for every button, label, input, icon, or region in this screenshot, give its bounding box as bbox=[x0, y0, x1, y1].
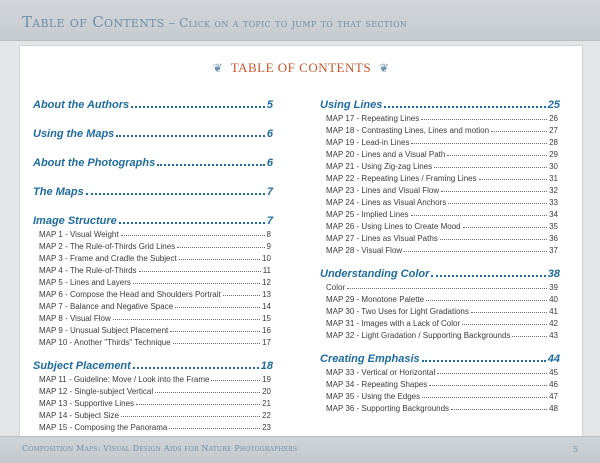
dot-leader bbox=[113, 319, 260, 320]
dot-leader bbox=[136, 404, 260, 405]
toc-page-number: 37 bbox=[549, 246, 558, 255]
toc-right-column bbox=[320, 94, 560, 413]
toc-entry-label: MAP 8 - Visual Flow bbox=[39, 314, 111, 323]
toc-page-number: 7 bbox=[266, 215, 273, 227]
toc-page-number: 33 bbox=[549, 198, 558, 207]
dot-leader bbox=[179, 259, 260, 260]
toc-entry-label: MAP 34 - Repeating Shapes bbox=[326, 380, 428, 389]
toc-entry-label: MAP 31 - Images with a Lack of Color bbox=[326, 319, 461, 328]
toc-entry-label: MAP 21 - Using Zig-zag Lines bbox=[326, 162, 433, 171]
toc-page-number: 38 bbox=[547, 268, 560, 280]
dot-leader bbox=[131, 106, 265, 108]
toc-entry-link[interactable] bbox=[39, 263, 271, 275]
toc-entry-label: MAP 36 - Supporting Backgrounds bbox=[326, 404, 450, 413]
toc-entry-link[interactable] bbox=[326, 243, 558, 255]
toc-entry-link[interactable] bbox=[326, 304, 558, 316]
toc-entry-label: Color bbox=[326, 283, 346, 292]
toc-page-number: 39 bbox=[549, 283, 558, 292]
toc-entry-label: MAP 19 - Lead-in Lines bbox=[326, 138, 410, 147]
toc-page-number: 8 bbox=[266, 230, 271, 239]
toc-page-number: 22 bbox=[262, 411, 271, 420]
toc-page-number: 30 bbox=[549, 162, 558, 171]
dot-leader bbox=[462, 324, 547, 325]
dot-leader bbox=[170, 331, 260, 332]
toc-section-link[interactable] bbox=[320, 94, 560, 111]
toc-page-number: 40 bbox=[549, 295, 558, 304]
toc-entry-link[interactable] bbox=[39, 251, 271, 263]
dot-leader bbox=[512, 336, 547, 337]
toc-entry-link[interactable] bbox=[39, 396, 271, 408]
dot-leader bbox=[471, 312, 547, 313]
dot-leader bbox=[422, 360, 546, 362]
toc-page-number: 46 bbox=[549, 380, 558, 389]
toc-entry-link[interactable] bbox=[326, 183, 558, 195]
toc-entry-link[interactable] bbox=[326, 147, 558, 159]
toc-entry-link[interactable] bbox=[326, 365, 558, 377]
toc-entry-link[interactable] bbox=[39, 311, 271, 323]
toc-heading: TABLE OF CONTENTS bbox=[230, 60, 372, 75]
ornament-scroll-icon: ❦ bbox=[212, 61, 224, 75]
toc-entry-label: MAP 5 - Lines and Layers bbox=[39, 278, 131, 287]
toc-entry-link[interactable] bbox=[326, 135, 558, 147]
toc-entry-link[interactable] bbox=[39, 227, 271, 239]
dot-leader bbox=[437, 373, 547, 374]
dot-leader bbox=[119, 222, 265, 224]
toc-entry-label: MAP 12 - Single-subject Vertical bbox=[39, 387, 154, 396]
toc-entry-link[interactable] bbox=[326, 123, 558, 135]
toc-entry-link[interactable] bbox=[326, 316, 558, 328]
toc-entry-label: MAP 3 - Frame and Cradle the Subject bbox=[39, 254, 177, 263]
toc-entry-link[interactable] bbox=[39, 239, 271, 251]
toc-section-link[interactable] bbox=[33, 123, 273, 140]
toc-entry-label: MAP 15 - Composing the Panorama bbox=[39, 423, 168, 432]
toc-entry-label: MAP 27 - Lines as Visual Paths bbox=[326, 234, 438, 243]
dot-leader bbox=[463, 227, 548, 228]
dot-leader bbox=[411, 215, 548, 216]
toc-entry-label: MAP 9 - Unusual Subject Placement bbox=[39, 326, 169, 335]
dot-leader bbox=[448, 203, 547, 204]
dot-leader bbox=[347, 288, 547, 289]
dot-leader bbox=[479, 179, 547, 180]
toc-section-label: The Maps bbox=[33, 186, 84, 198]
footer-page-number: 5 bbox=[572, 445, 578, 454]
toc-entry-link[interactable] bbox=[326, 389, 558, 401]
toc-entry-label: MAP 22 - Repeating Lines / Framing Lines bbox=[326, 174, 477, 183]
toc-page-number: 20 bbox=[262, 387, 271, 396]
toc-entry-link[interactable] bbox=[39, 384, 271, 396]
dot-leader bbox=[451, 409, 547, 410]
toc-section-link[interactable] bbox=[33, 355, 273, 372]
dot-leader bbox=[421, 119, 547, 120]
toc-page-number: 11 bbox=[262, 266, 271, 275]
toc-page-number: 7 bbox=[266, 186, 273, 198]
header-text bbox=[22, 13, 407, 31]
dot-leader bbox=[491, 131, 547, 132]
toc-entry-label: MAP 18 - Contrasting Lines, Lines and motion bbox=[326, 126, 490, 135]
toc-entry-label: MAP 10 - Another "Thirds" Technique bbox=[39, 338, 171, 347]
toc-entry-link[interactable] bbox=[326, 171, 558, 183]
toc-section-label: Using Lines bbox=[320, 99, 383, 111]
toc-entry-label: MAP 23 - Lines and Visual Flow bbox=[326, 186, 440, 195]
toc-entry-label: MAP 20 - Lines and a Visual Path bbox=[326, 150, 446, 159]
dot-leader bbox=[177, 247, 264, 248]
toc-entry-label: MAP 7 - Balance and Negative Space bbox=[39, 302, 174, 311]
toc-entry-link[interactable] bbox=[326, 328, 558, 340]
toc-entry-label: MAP 33 - Vertical or Horizontal bbox=[326, 368, 436, 377]
dot-leader bbox=[133, 283, 260, 284]
toc-section-link[interactable] bbox=[33, 152, 273, 169]
toc-section-link[interactable] bbox=[320, 348, 560, 365]
toc-entry-label: MAP 29 - Monotone Palette bbox=[326, 295, 425, 304]
toc-page-number: 31 bbox=[549, 174, 558, 183]
toc-page-number: 16 bbox=[262, 326, 271, 335]
toc-page-number: 32 bbox=[549, 186, 558, 195]
dot-leader bbox=[173, 343, 260, 344]
toc-page-number: 6 bbox=[266, 157, 273, 169]
toc-entry-link[interactable] bbox=[39, 335, 271, 347]
toc-page-number: 41 bbox=[549, 307, 558, 316]
dot-leader bbox=[447, 155, 547, 156]
toc-page-number: 12 bbox=[262, 278, 271, 287]
header-title: Table of Contents bbox=[22, 13, 165, 31]
dot-leader bbox=[426, 300, 547, 301]
toc-entry-label: MAP 24 - Lines as Visual Anchors bbox=[326, 198, 447, 207]
dot-leader bbox=[431, 275, 545, 277]
toc-entry-label: MAP 25 - Implied Lines bbox=[326, 210, 409, 219]
toc-entry-label: MAP 26 - Using Lines to Create Mood bbox=[326, 222, 461, 231]
toc-entry-link[interactable] bbox=[39, 299, 271, 311]
dot-leader bbox=[121, 416, 260, 417]
toc-entry-label: MAP 13 - Supportive Lines bbox=[39, 399, 135, 408]
toc-section-label: Subject Placement bbox=[33, 360, 131, 372]
toc-entry-label: MAP 4 - The Rule-of-Thirds bbox=[39, 266, 137, 275]
toc-entry-label: MAP 30 - Two Uses for Light Gradations bbox=[326, 307, 469, 316]
toc-left-column bbox=[33, 94, 273, 444]
toc-entry-link[interactable] bbox=[326, 219, 558, 231]
toc-entry-label: MAP 35 - Using the Edges bbox=[326, 392, 421, 401]
toc-entry-link[interactable] bbox=[326, 401, 558, 413]
toc-page-number: 28 bbox=[549, 138, 558, 147]
toc-entry-label: MAP 28 - Visual Flow bbox=[326, 246, 403, 255]
toc-page-number: 13 bbox=[262, 290, 271, 299]
toc-page-number: 36 bbox=[549, 234, 558, 243]
dot-leader bbox=[384, 106, 545, 108]
toc-page-number: 17 bbox=[262, 338, 271, 347]
dot-leader bbox=[116, 135, 265, 137]
toc-entry-label: MAP 11 - Guideline: Move / Look into the Frame bbox=[39, 375, 210, 384]
toc-section-link[interactable] bbox=[33, 210, 273, 227]
dot-leader bbox=[429, 385, 547, 386]
toc-section-label: Creating Emphasis bbox=[320, 353, 420, 365]
toc-page-number: 9 bbox=[266, 242, 271, 251]
dot-leader bbox=[440, 239, 547, 240]
toc-entry-link[interactable] bbox=[326, 207, 558, 219]
toc-entry-label: MAP 6 - Compose the Head and Shoulders Portrait bbox=[39, 290, 221, 299]
toc-section-link[interactable] bbox=[33, 94, 273, 111]
toc-page-number: 21 bbox=[262, 399, 271, 408]
dot-leader bbox=[121, 235, 265, 236]
toc-section-link[interactable] bbox=[320, 263, 560, 280]
toc-page-number: 19 bbox=[262, 375, 271, 384]
dot-leader bbox=[441, 191, 547, 192]
toc-entry-label: MAP 1 - Visual Weight bbox=[39, 230, 119, 239]
toc-page-number: 26 bbox=[549, 114, 558, 123]
dot-leader bbox=[434, 167, 547, 168]
toc-section-label: Using the Maps bbox=[33, 128, 115, 140]
toc-entry-link[interactable] bbox=[39, 275, 271, 287]
toc-entry-link[interactable] bbox=[39, 287, 271, 299]
toc-entry-link[interactable] bbox=[39, 323, 271, 335]
toc-page-number: 18 bbox=[260, 360, 273, 372]
dot-leader bbox=[404, 251, 547, 252]
toc-page-number: 10 bbox=[262, 254, 271, 263]
toc-section-label: Understanding Color bbox=[320, 268, 430, 280]
toc-entry-link[interactable] bbox=[326, 292, 558, 304]
dot-leader bbox=[157, 164, 265, 166]
toc-page-number: 6 bbox=[266, 128, 273, 140]
toc-page-number: 47 bbox=[549, 392, 558, 401]
toc-page-number: 14 bbox=[262, 302, 271, 311]
dot-leader bbox=[169, 428, 260, 429]
dot-leader bbox=[175, 307, 260, 308]
toc-page-number: 44 bbox=[547, 353, 560, 365]
toc-panel bbox=[19, 45, 583, 437]
toc-entry-label: MAP 32 - Light Gradation / Supporting Backgrounds bbox=[326, 331, 511, 340]
page-header bbox=[0, 0, 600, 41]
page-footer bbox=[0, 436, 600, 463]
toc-page-number: 23 bbox=[262, 423, 271, 432]
toc-entry-link[interactable] bbox=[326, 231, 558, 243]
dot-leader bbox=[211, 380, 260, 381]
toc-entry-link[interactable] bbox=[326, 159, 558, 171]
toc-entry-label: MAP 14 - Subject Size bbox=[39, 411, 119, 420]
toc-page-number: 45 bbox=[549, 368, 558, 377]
toc-entry-link[interactable] bbox=[326, 280, 558, 292]
toc-page-number: 48 bbox=[549, 404, 558, 413]
dot-leader bbox=[133, 367, 259, 369]
toc-entry-label: MAP 2 - The Rule-of-Thirds Grid Lines bbox=[39, 242, 176, 251]
toc-entry-link[interactable] bbox=[39, 420, 271, 432]
toc-entry-link[interactable] bbox=[39, 372, 271, 384]
dot-leader bbox=[422, 397, 547, 398]
toc-entry-link[interactable] bbox=[326, 377, 558, 389]
toc-entry-label: MAP 17 - Repeating Lines bbox=[326, 114, 420, 123]
footer-title: Composition Maps: Visual Design Aids for Nature Photographers bbox=[22, 444, 298, 453]
toc-page-number: 34 bbox=[549, 210, 558, 219]
ornament-scroll-icon: ❦ bbox=[378, 61, 390, 75]
toc-section-link[interactable] bbox=[33, 181, 273, 198]
dot-leader bbox=[411, 143, 547, 144]
toc-page-number: 25 bbox=[547, 99, 560, 111]
toc-page-number: 29 bbox=[549, 150, 558, 159]
toc-entry-link[interactable] bbox=[39, 408, 271, 420]
toc-page-number: 15 bbox=[262, 314, 271, 323]
toc-page-number: 42 bbox=[549, 319, 558, 328]
toc-section-label: Image Structure bbox=[33, 215, 117, 227]
toc-heading-row bbox=[20, 60, 582, 76]
toc-section-label: About the Photographs bbox=[33, 157, 156, 169]
toc-page-number: 43 bbox=[549, 331, 558, 340]
toc-page-number: 27 bbox=[549, 126, 558, 135]
header-subtitle: – Click on a topic to jump to that section bbox=[164, 16, 408, 30]
dot-leader bbox=[86, 193, 265, 195]
toc-entry-link[interactable] bbox=[326, 195, 558, 207]
dot-leader bbox=[223, 295, 260, 296]
toc-page-number: 5 bbox=[266, 99, 273, 111]
dot-leader bbox=[139, 271, 261, 272]
toc-page-number: 35 bbox=[549, 222, 558, 231]
toc-entry-link[interactable] bbox=[326, 111, 558, 123]
toc-section-label: About the Authors bbox=[33, 99, 130, 111]
dot-leader bbox=[155, 392, 260, 393]
